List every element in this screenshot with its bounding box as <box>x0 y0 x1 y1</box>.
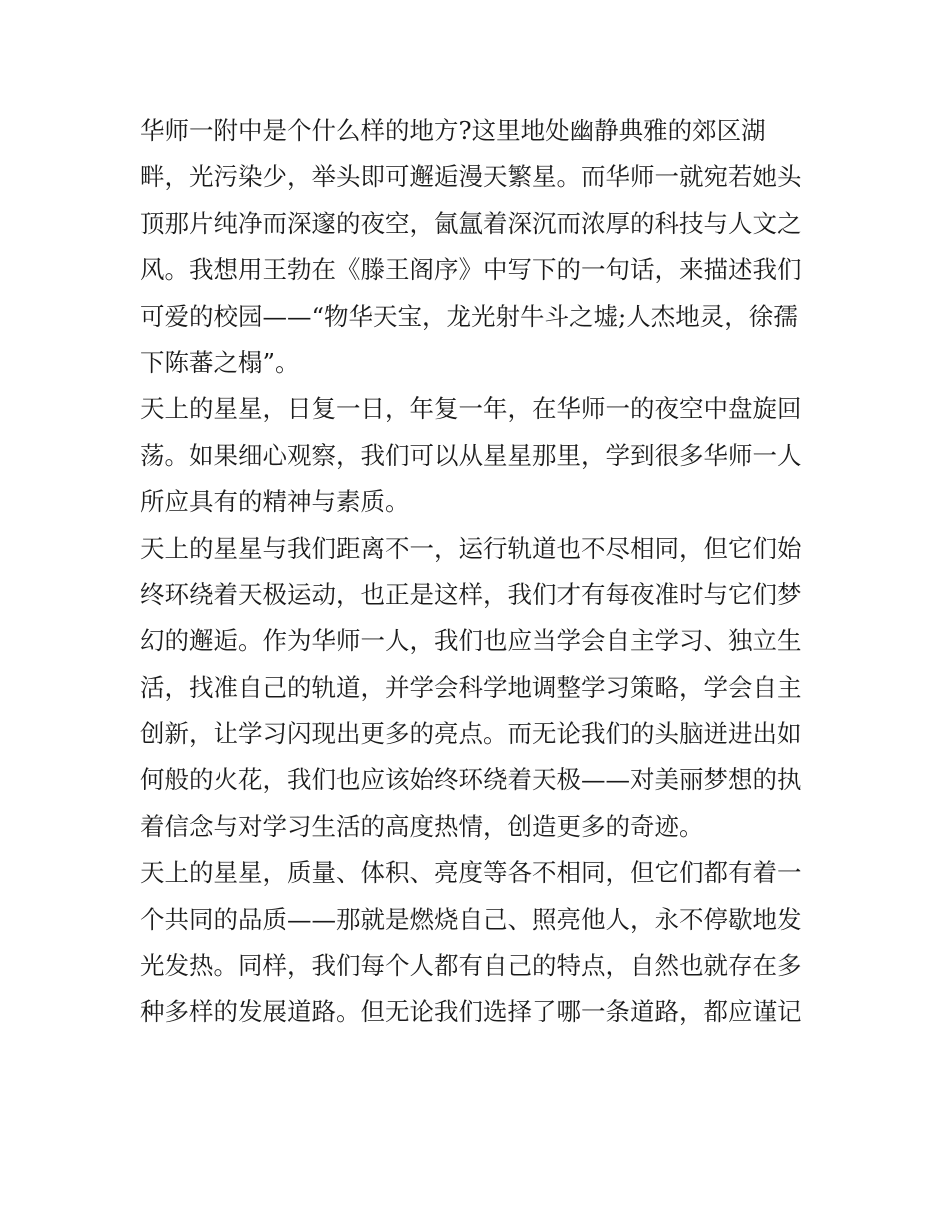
text-line: 所应具有的精神与素质。 <box>140 487 410 517</box>
text-line: 何般的火花，我们也应该始终环绕着天极——对美丽梦想的执 <box>140 765 802 795</box>
text-line: 风。我想用王勃在《滕王阁序》中写下的一句话，来描述我们 <box>140 255 802 285</box>
text-line: 终环绕着天极运动，也正是这样，我们才有每夜准时与它们梦 <box>140 579 802 609</box>
text-line: 天上的星星与我们距离不一，运行轨道也不尽相同，但它们始 <box>140 533 802 563</box>
text-line: 活，找准自己的轨道，并学会科学地调整学习策略，学会自主 <box>140 672 802 702</box>
text-line: 顶那片纯净而深邃的夜空，氤氲着深沉而浓厚的科技与人文之 <box>140 208 802 238</box>
text-line: 光发热。同样，我们每个人都有自己的特点，自然也就存在多 <box>140 951 802 981</box>
text-line: 幻的邂逅。作为华师一人，我们也应当学会自主学习、独立生 <box>140 626 802 656</box>
text-line: 下陈蕃之榻”。 <box>140 347 300 377</box>
text-line: 可爱的校园——“物华天宝，龙光射牛斗之墟;人杰地灵，徐孺 <box>140 301 798 331</box>
text-line: 个共同的品质——那就是燃烧自己、照亮他人，永不停歇地发 <box>140 904 802 934</box>
text-line: 荡。如果细心观察，我们可以从星星那里，学到很多华师一人 <box>140 440 802 470</box>
text-line: 种多样的发展道路。但无论我们选择了哪一条道路，都应谨记 <box>140 997 802 1027</box>
text-line: 畔，光污染少，举头即可邂逅漫天繁星。而华师一就宛若她头 <box>140 162 802 192</box>
document-body <box>140 108 820 1036</box>
text-line: 创新，让学习闪现出更多的亮点。而无论我们的头脑迸进出如 <box>140 719 802 749</box>
text-line: 着信念与对学习生活的高度热情，创造更多的奇迹。 <box>140 811 704 841</box>
text-line: 华师一附中是个什么样的地方?这里地处幽静典雅的郊区湖 <box>140 116 766 145</box>
text-line: 天上的星星，日复一日，年复一年，在华师一的夜空中盘旋回 <box>140 394 802 424</box>
text-line: 天上的星星，质量、体积、亮度等各不相同，但它们都有着一 <box>140 858 802 888</box>
